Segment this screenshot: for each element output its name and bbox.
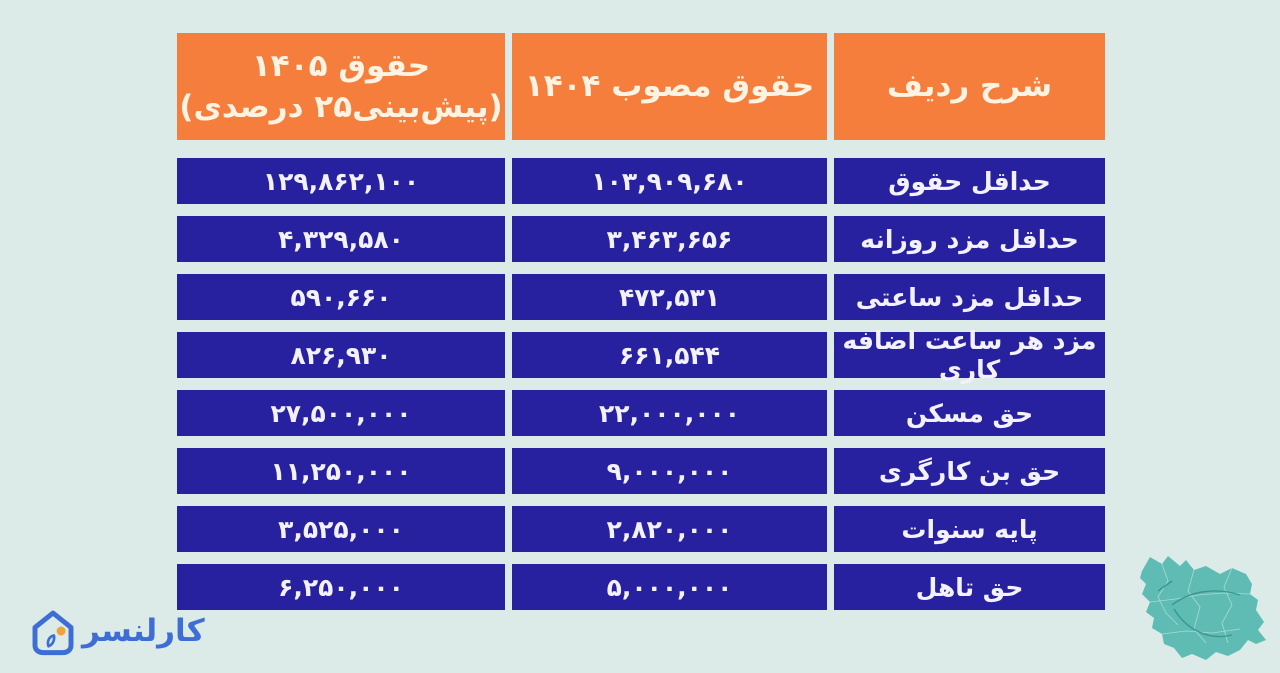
forecast-1405-cell: ۳,۵۲۵,۰۰۰	[177, 506, 505, 552]
iran-map-graphic	[1128, 547, 1278, 669]
approved-1404-cell: ۲۲,۰۰۰,۰۰۰	[512, 390, 827, 436]
row-label-cell: حداقل مزد روزانه	[834, 216, 1105, 262]
row-label-cell: پایه سنوات	[834, 506, 1105, 552]
row-label-cell: حداقل مزد ساعتی	[834, 274, 1105, 320]
header-description-label: شرح ردیف	[886, 68, 1053, 105]
row-label-cell: حق بن کارگری	[834, 448, 1105, 494]
table-row	[177, 274, 1105, 320]
table-row	[177, 564, 1105, 610]
forecast-1405-cell: ۵۹۰,۶۶۰	[177, 274, 505, 320]
table-row	[177, 506, 1105, 552]
table-header-row	[177, 33, 1105, 140]
row-label-cell: مزد هر ساعت اضافه کاری	[834, 332, 1105, 378]
row-label-cell: حداقل حقوق	[834, 158, 1105, 204]
header-approved-1404-label: حقوق مصوب ۱۴۰۴	[524, 68, 815, 105]
approved-1404-cell: ۲,۸۲۰,۰۰۰	[512, 506, 827, 552]
approved-1404-cell: ۳,۴۶۳,۶۵۶	[512, 216, 827, 262]
table-row	[177, 158, 1105, 204]
forecast-1405-cell: ۶,۲۵۰,۰۰۰	[177, 564, 505, 610]
table-row	[177, 448, 1105, 494]
table-row	[177, 326, 1105, 384]
row-label-cell: حق مسکن	[834, 390, 1105, 436]
header-forecast-1405-line2: (پیش‌بینی۲۵ درصدی)	[179, 88, 503, 125]
header-description	[834, 33, 1105, 140]
logo-text: کارلنسر	[82, 613, 205, 649]
iran-map	[1128, 547, 1278, 669]
karlancer-logo	[26, 603, 205, 659]
house-icon	[26, 603, 80, 659]
forecast-1405-cell: ۸۲۶,۹۳۰	[177, 332, 505, 378]
header-forecast-1405	[177, 33, 505, 140]
forecast-1405-cell: ۱۲۹,۸۶۲,۱۰۰	[177, 158, 505, 204]
approved-1404-cell: ۱۰۳,۹۰۹,۶۸۰	[512, 158, 827, 204]
forecast-1405-cell: ۴,۳۲۹,۵۸۰	[177, 216, 505, 262]
salary-table	[177, 33, 1105, 622]
approved-1404-cell: ۵,۰۰۰,۰۰۰	[512, 564, 827, 610]
forecast-1405-cell: ۲۷,۵۰۰,۰۰۰	[177, 390, 505, 436]
forecast-1405-cell: ۱۱,۲۵۰,۰۰۰	[177, 448, 505, 494]
row-label-cell: حق تاهل	[834, 564, 1105, 610]
header-approved-1404	[512, 33, 827, 140]
header-forecast-1405-line1: حقوق ۱۴۰۵	[251, 48, 431, 85]
table-row	[177, 390, 1105, 436]
approved-1404-cell: ۶۶۱,۵۴۴	[512, 332, 827, 378]
approved-1404-cell: ۴۷۲,۵۳۱	[512, 274, 827, 320]
table-row	[177, 216, 1105, 262]
approved-1404-cell: ۹,۰۰۰,۰۰۰	[512, 448, 827, 494]
